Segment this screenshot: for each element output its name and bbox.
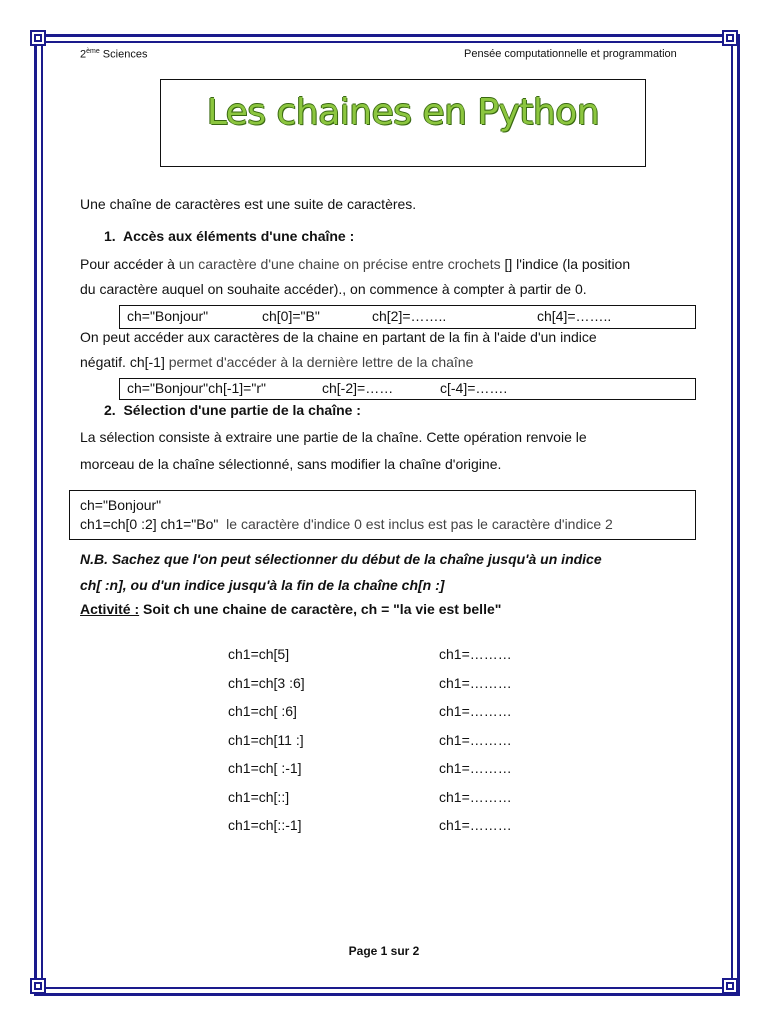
- example-box-2-cell-2: ch[-2]=……: [322, 380, 394, 396]
- header-course-title: Pensée computationnelle et programmation: [464, 48, 677, 60]
- header-class-number: 2: [80, 48, 87, 61]
- para-text: négatif. ch[-1]: [80, 354, 169, 370]
- section-2-title: Sélection d'une partie de la chaîne :: [123, 402, 361, 418]
- section-1-para2-line2: [80, 354, 473, 370]
- activity-result: ch1=………: [439, 674, 512, 691]
- activity-result: ch1=………: [439, 703, 512, 719]
- section-1-heading: [104, 228, 354, 244]
- activity-result: ch1=………: [439, 646, 512, 662]
- example-box-1-cell-2: ch[0]="B": [262, 308, 320, 324]
- activity-text: Soit ch une chaine de caractère, ch = "la vie est belle": [139, 601, 502, 617]
- activity-label: Activité :: [80, 601, 140, 617]
- nb-line1: N.B. Sachez que l'on peut sélectionner du début de la chaîne jusqu'à un indice: [80, 551, 602, 567]
- activity-expr: ch1=ch[ :6]: [228, 703, 297, 719]
- para-text-gray: permet d'accéder à la dernière lettre de la chaîne: [168, 354, 474, 370]
- intro-paragraph: Une chaîne de caractères est une suite de caractères.: [80, 196, 417, 212]
- corner-ornament-top-right: [722, 30, 738, 46]
- example-box-2-cell-3: c[-4]=…….: [440, 380, 508, 396]
- section-1-para-line2: du caractère auquel on souhaite accéder)., on commence à compter à partir de 0.: [80, 281, 587, 297]
- example-box-3-line2: [80, 516, 613, 532]
- activity-expr: ch1=ch[::-1]: [228, 817, 302, 833]
- activity-expr: ch1=ch[::]: [228, 788, 290, 805]
- header-class-suffix: Sciences: [99, 48, 148, 61]
- corner-ornament-top-left: [30, 30, 46, 46]
- example-box-1-cell-4: ch[4]=……..: [537, 308, 612, 324]
- example-box-3-line1: ch="Bonjour": [80, 497, 162, 513]
- activity-expr: ch1=ch[ :-1]: [228, 760, 302, 776]
- section-2-para-line1: La sélection consiste à extraire une partie de la chaîne. Cette opération renvoie le: [80, 429, 587, 445]
- section-1-para2-line1: On peut accéder aux caractères de la chaine en partant de la fin à l'aide d'un indice: [80, 329, 597, 345]
- section-1-title: Accès aux éléments d'une chaîne :: [122, 228, 355, 244]
- example-box-3: [69, 490, 696, 540]
- activity-result: ch1=………: [439, 817, 512, 833]
- section-2-para-line2: morceau de la chaîne sélectionné, sans modifier la chaîne d'origine.: [80, 456, 502, 472]
- activity-expr: ch1=ch[3 :6]: [228, 674, 305, 691]
- activity-result: ch1=………: [439, 760, 512, 776]
- activity-expr: ch1=ch[5]: [228, 646, 290, 662]
- page-title: Les chaines en Python: [206, 92, 600, 133]
- title-box: [160, 79, 646, 167]
- corner-ornament-bottom-left: [30, 978, 46, 994]
- section-2-heading: [104, 402, 361, 418]
- activity-heading: [80, 601, 501, 617]
- nb-line2: ch[ :n], ou d'un indice jusqu'à la fin de la chaîne ch[n :]: [80, 577, 445, 593]
- page-number: Page 1 sur 2: [348, 944, 420, 958]
- example-box-2-cell-1: ch="Bonjour"ch[-1]="r": [127, 380, 266, 396]
- example-box-1-cell-1: ch="Bonjour": [127, 308, 209, 324]
- header-class-sup: ème: [86, 48, 100, 55]
- para-text: Pour accéder à: [80, 256, 179, 272]
- activity-result: ch1=………: [439, 731, 512, 748]
- section-1-number: 1.: [104, 228, 116, 244]
- corner-ornament-bottom-right: [722, 978, 738, 994]
- section-2-number: 2.: [104, 402, 116, 418]
- para-text: [] l'indice (la position: [500, 256, 631, 272]
- code-text: ch1=ch[0 :2] ch1="Bo": [80, 516, 219, 532]
- example-box-1-cell-3: ch[2]=……..: [372, 308, 447, 324]
- activity-expr: ch1=ch[11 :]: [228, 731, 304, 748]
- section-1-para-line1: [80, 256, 630, 272]
- header-class-label: [80, 48, 147, 61]
- code-comment: le caractère d'indice 0 est inclus est pas le caractère d'indice 2: [226, 516, 613, 532]
- activity-result: ch1=………: [439, 788, 512, 805]
- para-text-gray: un caractère d'une chaine on précise entre crochets: [178, 256, 501, 272]
